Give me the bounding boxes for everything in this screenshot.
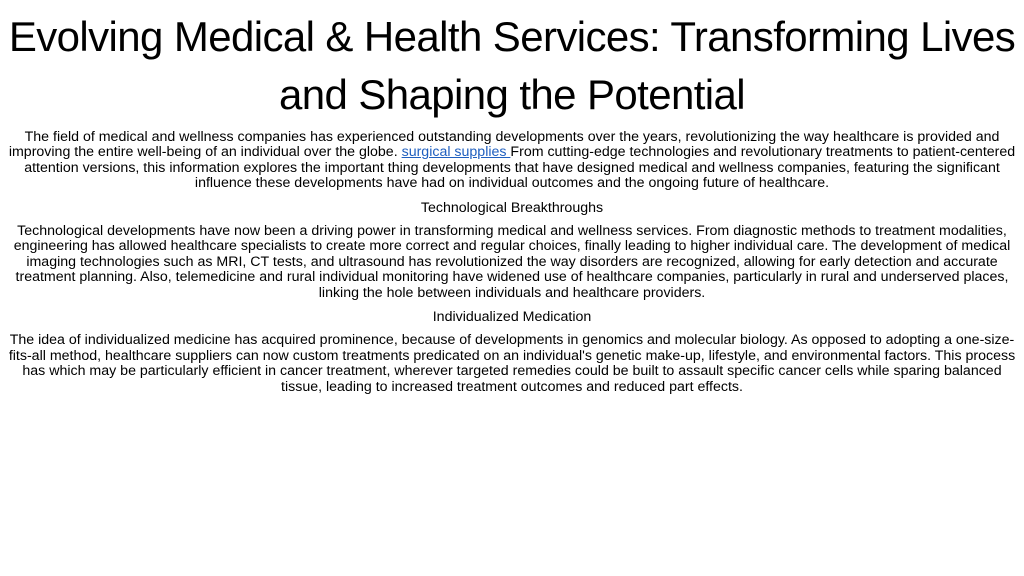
surgical-supplies-link[interactable]: surgical supplies [401,144,511,161]
intro-paragraph [8,130,1016,192]
page-title: Evolving Medical & Health Services: Transforming Lives and Shaping the Potential [8,13,1016,118]
intro-text-after-link: From cutting-edge technologies and revolutionary treatments to patient-centered attention versions, this information explores the important thing developments that have designed medical and wellness companies, featuring the significant influence these developments have had on individual outcomes and the ongoing future of healthcare. [24,144,1016,192]
slide-body [8,130,1016,395]
individualized-paragraph: The idea of individualized medicine has acquired prominence, because of developments in genomics and molecular biology. As opposed to adopting a one-size-fits-all method, healthcare suppliers can now custom treatments predicated on an individual's genetic make-up, lifestyle, and environmental factors. This process has which may be particularly efficient in cancer treatment, wherever targeted remedies could be built to assault specific cancer cells while sparing balanced tissue, leading to increased treatment outcomes and reduced part effects. [8,332,1016,395]
section-heading-individualized-medication: Individualized Medication [432,309,592,326]
intro-text-before-link: The field of medical and wellness companies has experienced outstanding developments over the years, revolutionizing the way healthcare is provided and improving the entire well-being of an individual over the globe. [8,129,1000,161]
technological-paragraph: Technological developments have now been a driving power in transforming medical and wellness services. From diagnostic methods to treatment modalities, engineering has allowed healthcare specialists to create more correct and regular choices, finally leading to higher individual care. The development of medical imaging technologies such as MRI, CT tests, and ultrasound has revolutionized the way disorders are recognized, allowing for early detection and accurate treatment planning. Also, telemedicine and rural individual monitoring have widened use of healthcare companies, particularly in rural and underserved places, linking the hole between individuals and healthcare providers. [13,223,1011,301]
section-heading-technological-breakthroughs: Technological Breakthroughs [420,199,604,216]
